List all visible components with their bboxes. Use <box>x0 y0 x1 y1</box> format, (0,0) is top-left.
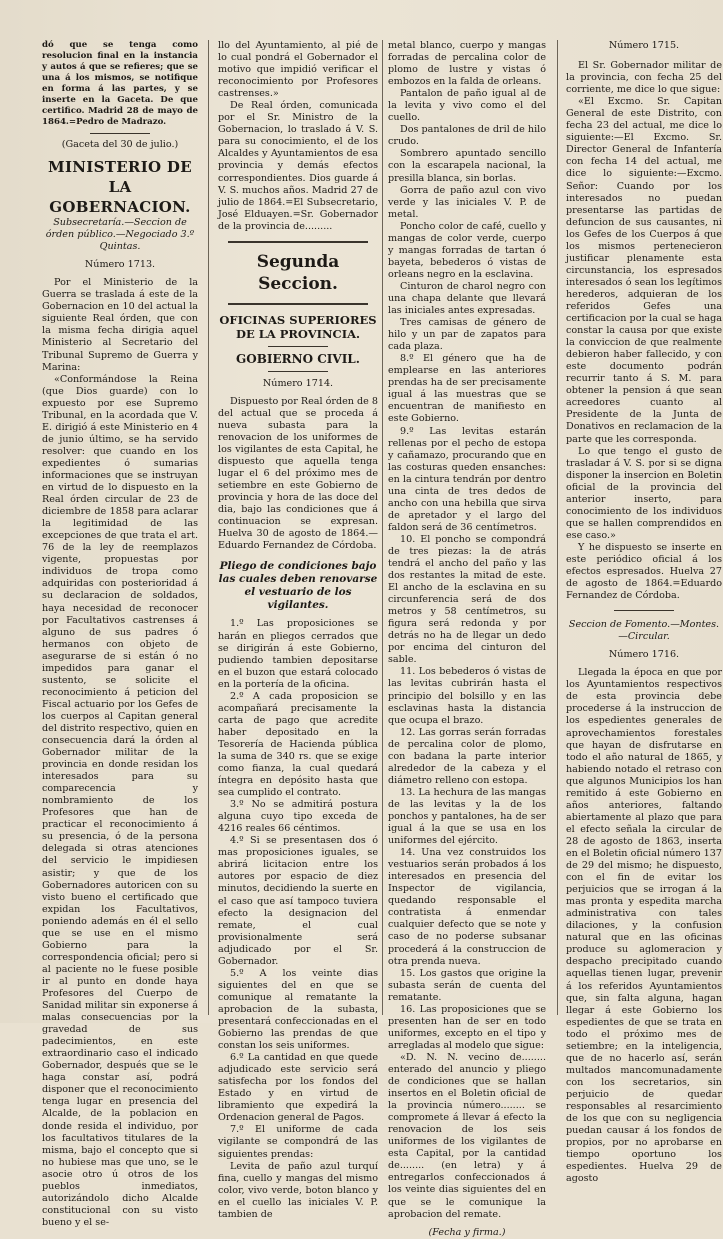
condition: 12. Las gorras serán forradas de percalina color de plomo, con badana la parte interior alrededor de la cabeza y el diámetro relleno con estopa. <box>388 726 546 786</box>
condition: 7.º El uniforme de cada vigilante se compondrá de las siguientes prendas: <box>218 1124 378 1160</box>
column-rule <box>208 40 209 1015</box>
condition: 4.º Si se presentasen dos ó mas proposiciones iguales, se abrirá licitacion entre los autores por espacio de diez minutos, decidiendo la suerte en el caso que así tampoco tuviera efecto la designacion del remate, el cual provisionalmente será adjudicado por el Sr. Gobernador. <box>218 835 378 967</box>
condition: 16. Las proposiciones que se presenten han de ser en todo uniformes, excepto en el tipo y arregladas al modelo que sigue: <box>388 1003 546 1051</box>
model-text: «D. N. N. vecino de........ enterado del anuncio y pliego de condiciones que se hallan insertos en el Boletin oficial de la provincia número........ se compromete á llevar á efecto la renovacion de los seis uniformes de los vigilantes de esta Capital, por la cantidad de........ (en letra) y á entregarlos confeccionados á los veinte dias siguientes del en que se le comunique la aprobacion del remate. <box>388 1051 546 1220</box>
subsecretaria-line: Subsecretaría.—Seccion de órden público.—Negociado 3.º Quintas. <box>45 217 195 253</box>
paragraph: Poncho color de café, cuello y mangas de color verde, cuerpo y mangas forradas de tartan ó bayeta, bebederos ó vistas de orleans negro en la esclavina. <box>388 220 546 280</box>
fecha-firma: (Fecha y firma.) <box>428 1226 506 1238</box>
column-rule <box>382 40 383 1015</box>
condition: 15. Los gastos que origine la subasta serán de cuenta del rematante. <box>388 967 546 1003</box>
paragraph: Y he dispuesto se inserte en este periódico oficial á los efectos espresados. Huelva 27 de agosto de 1864.=Eduardo Fernandez de Córdoba. <box>566 541 722 602</box>
column-4 <box>566 40 722 1185</box>
divider <box>614 610 674 611</box>
condition: 10. El poncho se compondrá de tres piezas: la de atrás tendrá el ancho del paño y las dos restantes la mitad de este. El ancho de la esclavina en su circunferencia será de dos metros y 58 centímetros, su figura será redonda y por detrás no ha de llegar un dedo por encima del cinturon del sable. <box>388 533 546 666</box>
paragraph: Gorra de paño azul con vivo verde y las iniciales V. P. de metal. <box>388 184 546 220</box>
section-heading: Segunda Seccion. <box>256 251 340 294</box>
article-number: Número 1715. <box>608 40 680 51</box>
column-2 <box>218 40 378 1220</box>
condition: 13. La hechura de las mangas de las levitas y la de los ponchos y pantalones, ha de ser igual á la que se usa en los uniformes del ejército. <box>388 786 546 847</box>
divider <box>268 371 328 372</box>
paragraph: Tres camisas de género de hilo y un par de zapatos para cada plaza. <box>388 317 546 353</box>
article-number: Número 1716. <box>608 649 680 661</box>
condition: 2.º A cada proposicion se acompañará precisamente la carta de pago que acredite haber depositado en la Tesorería de Hacienda pública la suma de 340 rs. que se exige como fianza, la cual quedará íntegra en depósito hasta que sea cumplido el contrato. <box>218 690 378 799</box>
condition: 6.º La cantidad en que quede adjudicado este servicio será satisfecha por los fondos del Estado y en virtud de libramiento que expedirá la Ordenacion general de Pagos. <box>218 1052 378 1124</box>
condition: 14. Una vez construidos los vestuarios serán probados á los interesados en presencia del Inspector de vigilancia, quedando responsable el contratista á enmendar cualquier defecto que se note y caso de no poderse subsanar procederá á la construccion de otra prenda nueva. <box>388 847 546 967</box>
section-rule <box>228 241 368 243</box>
condition: Levita de paño azul turquí fina, cuello y mangas del mismo color, vivo verde, boton blanco y en el cuello las iniciales V. P. tambien de <box>218 1160 378 1220</box>
article-number: Número 1714. <box>262 377 334 389</box>
paragraph: Sombrero apuntado sencillo con la escarapela nacional, la presilla blanca, sin borlas. <box>388 148 546 184</box>
paragraph: Llegada la época en que por los Ayuntamientos respectivos de esta provincia debe procederse á la instruccion de los espedientes generales de aprovechamientos forestales que hayan de disfrutarse en todo el año natural de 1865, y habiendo notado el retraso con que algunos Municipios los han remitido á este Gobierno en años anteriores, faltando abiertamente al plazo que para el efecto señala la circular de 28 de agosto de 1863, inserta en el Boletin oficial número 137 de 29 del mismo; he dispuesto, con el fin de evitar los perjuicios que se irrogan á la mas pronta y espedita marcha administrativa con tales dilaciones, y la confusion natural que en las oficinas produce su aglomeracion y despacho precipitado cuando aquellas tienen lugar, prevenir á los referidos Ayuntamientos que, sin falta alguna, hagan llegar á este Gobierno los espedientes de que se trata en todo el próximo mes de setiembre; en la inteligencia, que de no hacerlo así, serán multados mancomunadamente con los secretarios, sin perjuicio de quedar responsables al resarcimiento de los que con su negligencia puedan causar á los fondos de propios, por no aprobarse en tiempo oportuno los espedientes. Huelva 29 de agosto <box>566 667 722 1185</box>
pliego-heading: Pliego de condiciones bajo las cuales deben renovarse el vestuario de los vigilantes. <box>218 560 378 612</box>
column-1 <box>42 40 198 1228</box>
seccion-fomento: Seccion de Fomento.—Montes.—Circular. <box>568 619 720 643</box>
paragraph: Dos pantalones de dril de hilo crudo. <box>388 124 546 148</box>
column-3 <box>388 40 546 1238</box>
divider <box>90 133 150 134</box>
paragraph: Pantalon de paño igual al de la levita y vivo como el del cuello. <box>388 88 546 124</box>
column-rule <box>557 40 558 1015</box>
paragraph: metal blanco, cuerpo y mangas forradas de percalina color de plomo de lustre y vistas ó embozos en la falda de orleans. <box>388 40 546 88</box>
condition: 11. Los bebederos ó vistas de las levitas cubrirán hasta el principio del bolsillo y en las esclavinas hasta la distancia que ocupa el brazo. <box>388 666 546 726</box>
condition: 3.º No se admitirá postura alguna cuyo tipo exceda de 4216 reales 66 céntimos. <box>218 799 378 835</box>
ministerio-heading: MINISTERIO DE LA GOBERNACION. <box>48 158 192 217</box>
section-rule <box>228 303 368 305</box>
paragraph: llo del Ayuntamiento, al pié de lo cual pondrá el Gobernador el motivo que impidió verificar el reconocimiento por Profesores castrenses.» <box>218 40 378 100</box>
condition: 9.º Las levitas estarán rellenas por el pecho de estopa y cañamazo, procurando que en las costuras queden ensanches: en la cintura tendrán por dentro una cinta de tres dedos de ancho con una hebilla que sirva de apretador y el largo del faldon será de 36 centímetros. <box>388 425 546 533</box>
divider <box>268 346 328 347</box>
paragraph: De Real órden, comunicada por el Sr. Ministro de la Gobernacion, lo traslado á V. S. para su conocimiento, el de los Alcaldes y Ayuntamientos de esa provincia y demás efectos correspondientes. Dios guarde á V. S. muchos años. Madrid 27 de julio de 1864.=El Subsecretario, José Elduayen.=Sr. Gobernador de la provincia de......... <box>218 100 378 232</box>
paragraph: El Sr. Gobernador militar de la provincia, con fecha 25 del corriente, me dice lo que sigue: <box>566 60 722 96</box>
resolution-text: dó que se tenga como resolucion final en la instancia y autos á que se refieres; que se una á los mismos, se notifique en forma á las partes, y se inserte en la Gaceta. De que certifico. Madrid 28 de mayo de 1864.=Pedro de Madrazo. <box>42 40 198 127</box>
condition: 1.º Las proposiciones se harán en pliegos cerrados que se dirigirán á este Gobierno, pudiendo tambien depositarse en el buzon que estará colocado en la portería de la oficina. <box>218 618 378 690</box>
paragraph: Dispuesto por Real órden de 8 del actual que se proceda á nueva subasta para la renovacion de los uniformes de los vigilantes de esta Capital, he dispuesto que aquella tenga lugar el 6 del próximo mes de setiembre en este Gobierno de provincia y hora de las doce del dia, bajo las condiciones que á continuacion se expresan. Huelva 30 de agosto de 1864.—Eduardo Fernandez de Córdoba. <box>218 395 378 552</box>
oficinas-heading: OFICINAS SUPERIORES DE LA PROVINCIA. <box>219 312 377 341</box>
paragraph: Cinturon de charol negro con una chapa delante que llevará las iniciales antes expresadas. <box>388 280 546 317</box>
paragraph: «El Excmo. Sr. Capitan General de este Distrito, con fecha 23 del actual, me dice lo siguiente:—El Excmo. Sr. Director General de Infantería con fecha 14 del actual, me dice lo siguiente:—Excmo. Señor: Cuando por los interesados no puedan presentarse las partidas de defuncion de sus causantes, ni los Gefes de los Cuerpos á que los mismos pertenecieron justificar plenamente esta circunstancia, los espresados interesados ó sean los legítimos herederos, adquieran de los referidos Gefes una certificacion por la cual se haga constar la causa por que existe la conviccion de que realmente debieron haber fallecido, y con este documento podrán recurrir tanto á S. M. para obtener la pension á que sean acreedores cuanto al Presidente de la Junta de Donativos en reclamacion de la parte que les corresponda. <box>566 96 722 445</box>
paragraph: Por el Ministerio de la Guerra se traslada á este de la Gobernacion en 10 del actual la siguiente Real órden, que con la misma fecha dirigia aquel Ministerio al Secretario del Tribunal Supremo de Guerra y Marina: <box>42 277 198 373</box>
article-number: Número 1713. <box>84 259 156 271</box>
condition: 8.º El género que ha de emplearse en las anteriores prendas ha de ser precisamente igual á las muestras que se encuentran de manifiesto en este Gobierno. <box>388 353 546 425</box>
gaceta-date: (Gaceta del 30 de julio.) <box>61 139 179 150</box>
gobierno-heading: GOBIERNO CIVIL. <box>236 351 360 366</box>
paragraph: «Conformándose la Reina (que Dios guarde) con lo expuesto por ese Supremo Tribunal, en la acordada que V. E. dirigió á este Ministerio en 4 de junio último, se ha servido resolver: que cuando en los expedientes ó sumarias informaciones que se instruyan en virtud de lo dispuesto en la Real órden circular de 23 de diciembre de 1858 para aclarar la legitimidad de las excepciones de que trata el art. 76 de la ley de reemplazos vigente, propuestas por individuos de tropa como adquiridas con posterioridad á su declaracion de soldados, haya necesidad de reconocer por Facultativos castrenses á alguno de sus padres ó hermanos con objeto de asegurarse de si están ó no impedidos para ganar el sustento, se solicite el reconocimiento á peticion del Fiscal actuario por los Gefes de los cuerpos al Capitan general del distrito respectivo, quien en consecuencia dará la órden al Gobernador militar de la provincia en donde residan los interesados para su comparecencia y nombramiento de los Profesores que han de practicar el reconocimiento á su presencia, ó de la persona delegada si otras atenciones del servicio le impidiesen asistir; y que de los Gobernadores autoricen con su visto bueno el certificado que expidan los Facultativos, poniendo además en él el sello que se use en el mismo Gobierno para la correspondencia oficial; pero si al paciente no le fuese posible ir al punto en donde haya Profesores del Cuerpo de Sanidad militar sin exponerse á malas consecuencias por la gravedad de sus padecimientos, en este extraordinario caso el indicado Gobernador, después que se le haga constar así, podrá disponer que el reconocimiento tenga lugar en presencia del Alcalde, de la poblacion en donde resida el individuo, por los facultativos titulares de la misma, bajo el concepto que si no hubiese mas que uno, se le asocie otro ú otros de los pueblos inmediatos, autorizándolo dicho Alcalde constitucional con su visto bueno y el se- <box>42 373 198 1228</box>
condition: 5.º A los veinte dias siguientes del en que se comunique al rematante la aprobacion de la subasta, presentará confeccionadas en el Gobierno las prendas de que constan los seis uniformes. <box>218 967 378 1052</box>
paragraph: Lo que tengo el gusto de trasladar á V. S. por si se digna disponer la insercion en Boletin oficial de la provincia del anterior inserto, para conocimiento de los individuos que se hallen comprendidos en ese caso.» <box>566 445 722 541</box>
